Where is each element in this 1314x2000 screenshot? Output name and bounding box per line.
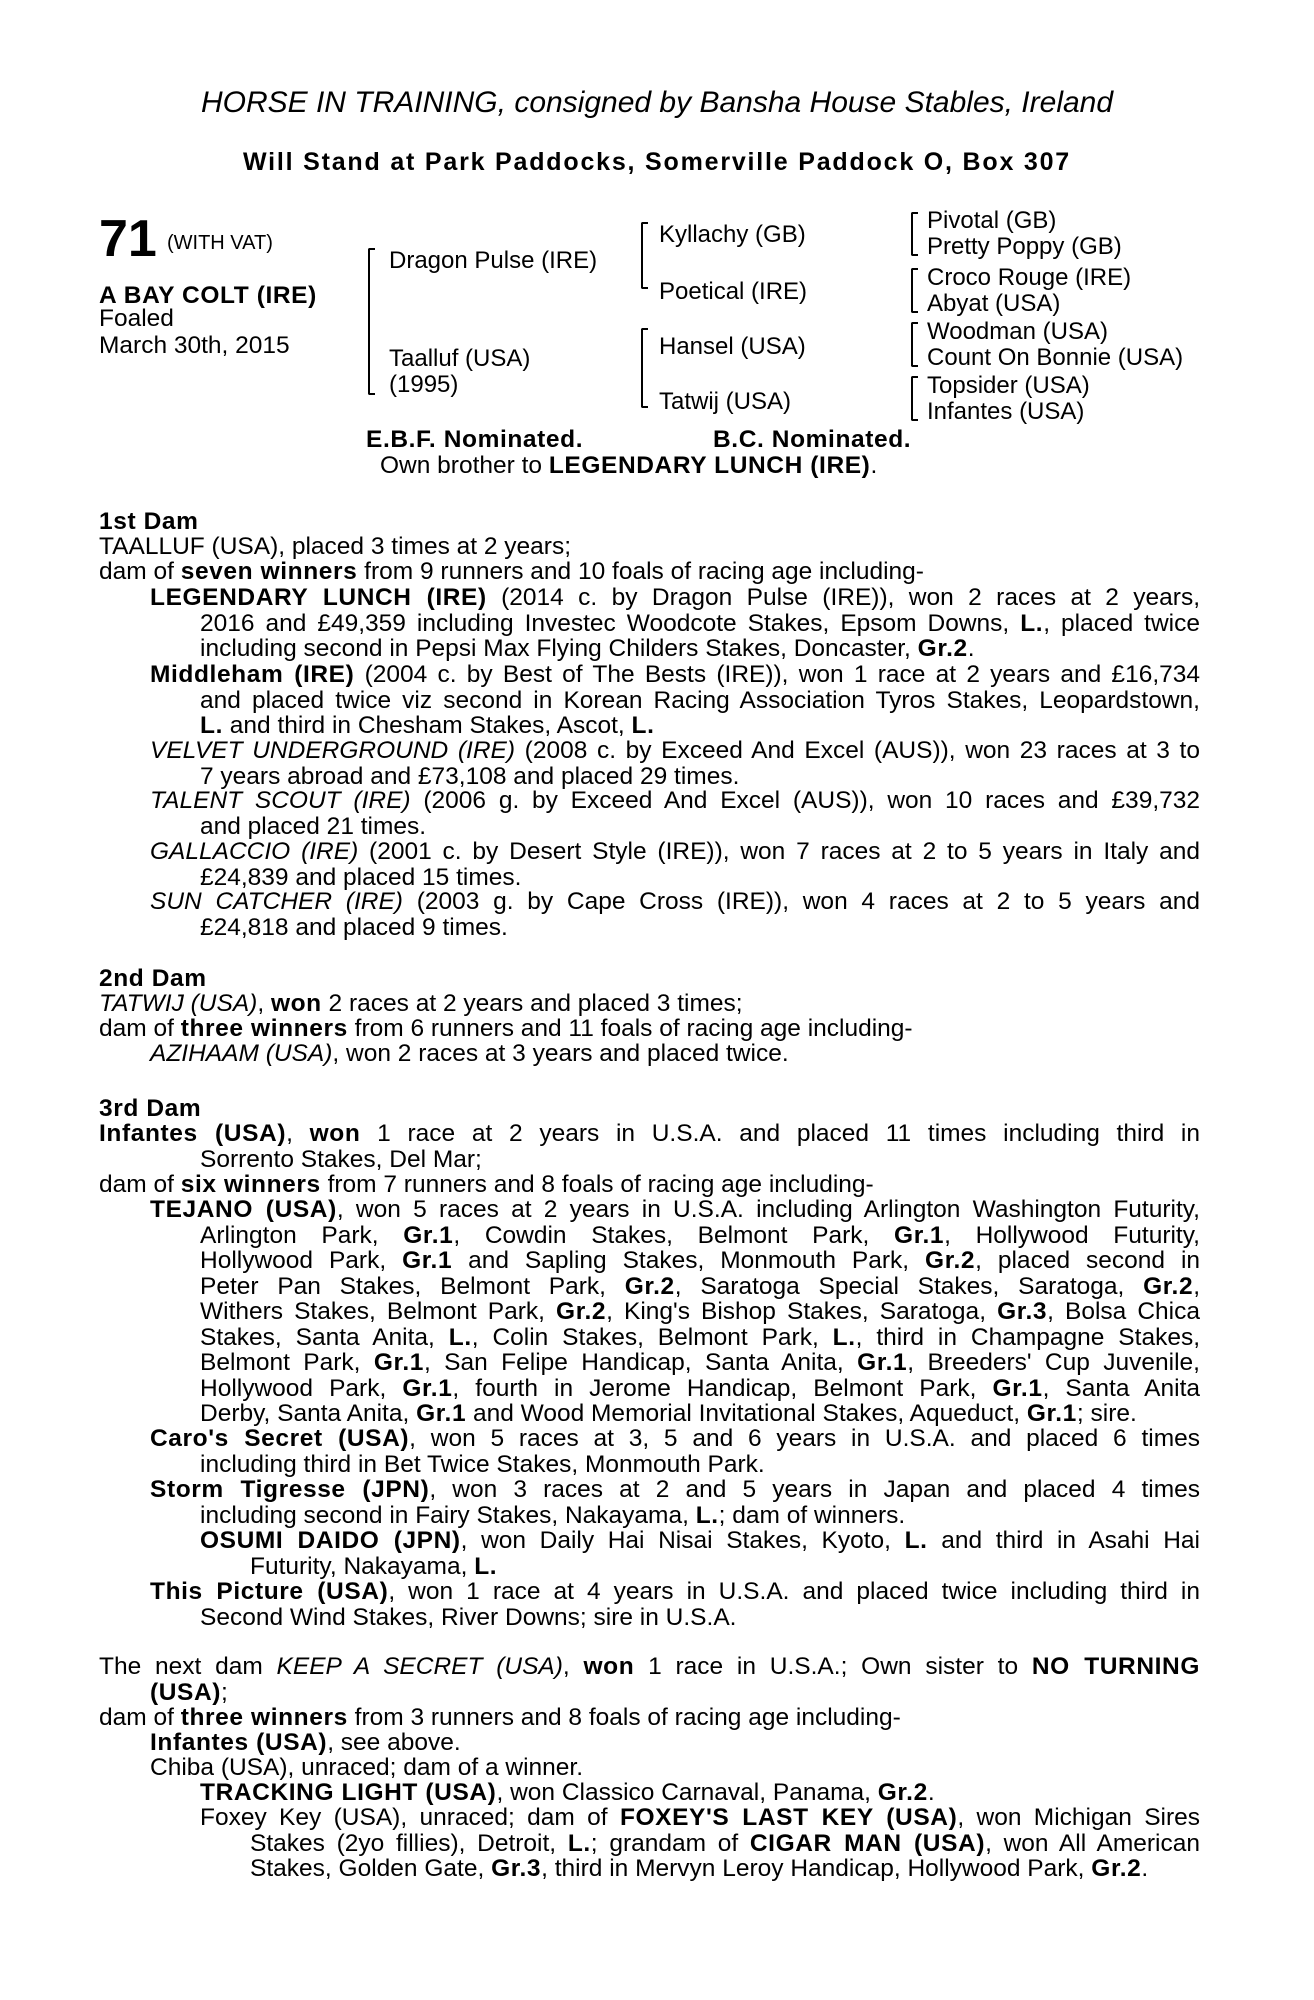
- grand-7: Topsider (USA): [927, 372, 1090, 399]
- ebf-nominated: E.B.F. Nominated.: [366, 426, 584, 453]
- foaled-date: March 30th, 2015: [99, 332, 290, 359]
- progeny-gallaccio: GALLACCIO (IRE) (2001 c. by Desert Style (IRE)), won 7 races at 2 to 5 years in Italy and £24,839 and placed 15 times.: [150, 838, 1200, 891]
- progeny-caros-secret: Caro's Secret (USA), won 5 races at 3, 5 and 6 years in U.S.A. and placed 6 times including third in Bet Twice Stakes, Monmouth Park.: [150, 1425, 1200, 1478]
- third-dam-heading: 3rd Dam: [99, 1095, 202, 1122]
- pedigree-bracket-1: [368, 248, 370, 395]
- pedigree-bracket-3d: [911, 376, 913, 421]
- progeny-sun-catcher: SUN CATCHER (IRE) (2003 g. by Cape Cross (IRE)), won 4 races at 2 to 5 years and £24,818 and placed 9 times.: [150, 888, 1200, 941]
- dam-year: (1995): [389, 371, 459, 398]
- next-dam-infantes: Infantes (USA), see above.: [150, 1729, 461, 1756]
- first-dam-line2: dam of seven winners from 9 runners and 10 foals of racing age including-: [99, 558, 924, 585]
- pedigree-bracket-2a: [641, 222, 643, 289]
- next-dam-chiba: Chiba (USA), unraced; dam of a winner.: [150, 1754, 584, 1781]
- grand-2: Pretty Poppy (GB): [927, 233, 1122, 260]
- pedigree-bracket-2b: [641, 328, 643, 408]
- sire-sire: Kyllachy (GB): [659, 221, 806, 248]
- own-brother-line: Own brother to LEGENDARY LUNCH (IRE).: [380, 452, 878, 479]
- dam-dam: Tatwij (USA): [659, 388, 792, 415]
- progeny-storm-tigresse: Storm Tigresse (JPN), won 3 races at 2 and 5 years in Japan and placed 4 times including second in Fairy Stakes, Nakayama, L.; dam of winners.: [150, 1476, 1200, 1529]
- next-dam-intro: The next dam KEEP A SECRET (USA), won 1 race in U.S.A.; Own sister to NO TURNING (USA); dam of three winners from 3 runners and 8 foals of racing age including-: [99, 1653, 1200, 1731]
- grand-4: Abyat (USA): [927, 290, 1061, 317]
- progeny-talent-scout: TALENT SCOUT (IRE) (2006 g. by Exceed And Excel (AUS)), won 10 races and £39,732 and placed 21 times.: [150, 787, 1200, 840]
- grand-8: Infantes (USA): [927, 398, 1085, 425]
- foaled-label: Foaled: [99, 305, 174, 332]
- progeny-legendary-lunch: LEGENDARY LUNCH (IRE) (2014 c. by Dragon Pulse (IRE)), won 2 races at 2 years, 2016 and £49,359 including Investec Woodcote Stakes, Epsom Downs, L., placed twice including second in Pepsi Max Flying Childers Stakes, Doncaster, Gr.2.: [150, 584, 1200, 662]
- second-dam-heading: 2nd Dam: [99, 965, 207, 992]
- lot-description: A BAY COLT (IRE): [99, 282, 317, 309]
- pedigree-bracket-3c: [911, 322, 913, 367]
- pedigree-bracket-3a: [911, 212, 913, 256]
- lot-number: 71: [99, 210, 157, 268]
- grand-1: Pivotal (GB): [927, 207, 1057, 234]
- brother-name: LEGENDARY LUNCH (IRE): [548, 452, 871, 479]
- next-dam-tracking-light: TRACKING LIGHT (USA), won Classico Carnaval, Panama, Gr.2.: [200, 1779, 935, 1806]
- progeny-velvet-underground: VELVET UNDERGROUND (IRE) (2008 c. by Exceed And Excel (AUS)), won 23 races at 3 to 7 years abroad and £73,108 and placed 29 times.: [150, 737, 1200, 790]
- grand-6: Count On Bonnie (USA): [927, 344, 1184, 371]
- second-dam-line2: dam of three winners from 6 runners and 11 foals of racing age including-: [99, 1015, 913, 1042]
- next-dam-foxey-key: Foxey Key (USA), unraced; dam of FOXEY'S LAST KEY (USA), won Michigan Sires Stakes (2yo fillies), Detroit, L.; grandam of CIGAR MAN (USA), won All American Stakes, Golden Gate, Gr.3, third in Mervyn Leroy Handicap, Hollywood Park, Gr.2.: [200, 1804, 1201, 1882]
- progeny-this-picture: This Picture (USA), won 1 race at 4 years in U.S.A. and placed twice including third in Second Wind Stakes, River Downs; sire in U.S.A.: [150, 1578, 1200, 1631]
- progeny-tejano: TEJANO (USA), won 5 races at 2 years in U.S.A. including Arlington Washington Futurity, Arlington Park, Gr.1, Cowdin Stakes, Belmont Park, Gr.1, Hollywood Futurity, Hollywood Park, Gr.1 and Sapling Stakes, Monmouth Park, Gr.2, placed second in Peter Pan Stakes, Belmont Park, Gr.2, Saratoga Special Stakes, Saratoga, Gr.2, Withers Stakes, Belmont Park, Gr.2, King's Bishop Stakes, Saratoga, Gr.3, Bolsa Chica Stakes, Santa Anita, L., Colin Stakes, Belmont Park, L., third in Champagne Stakes, Belmont Park, Gr.1, San Felipe Handicap, Santa Anita, Gr.1, Breeders' Cup Juvenile, Hollywood Park, Gr.1, fourth in Jerome Handicap, Belmont Park, Gr.1, Santa Anita Derby, Santa Anita, Gr.1 and Wood Memorial Invitational Stakes, Aqueduct, Gr.1; sire.: [150, 1196, 1201, 1427]
- grand-5: Woodman (USA): [927, 318, 1108, 345]
- bc-nominated: B.C. Nominated.: [713, 426, 912, 453]
- first-dam-line1: TAALLUF (USA), placed 3 times at 2 years;: [99, 533, 572, 560]
- sire-dam: Poetical (IRE): [659, 278, 808, 305]
- sire: Dragon Pulse (IRE): [389, 247, 598, 274]
- stand-location: Will Stand at Park Paddocks, Somerville Paddock O, Box 307: [242, 148, 1072, 176]
- progeny-middleham: Middleham (IRE) (2004 c. by Best of The Bests (IRE)), won 1 race at 2 years and £16,734 and placed twice viz second in Korean Racing Association Tyros Stakes, Leopardstown, L. and third in Chesham Stakes, Ascot, L.: [150, 661, 1200, 739]
- pedigree-bracket-3b: [911, 268, 913, 313]
- third-dam-intro: Infantes (USA), won 1 race at 2 years in U.S.A. and placed 11 times including third in Sorrento Stakes, Del Mar; dam of six winners from 7 runners and 8 foals of racing age including-: [99, 1120, 1200, 1198]
- dam: Taalluf (USA): [389, 345, 531, 372]
- progeny-osumi-daido: OSUMI DAIDO (JPN), won Daily Hai Nisai Stakes, Kyoto, L. and third in Asahi Hai Futurity, Nakayama, L.: [200, 1527, 1200, 1580]
- vat-note: (WITH VAT): [167, 232, 273, 254]
- second-dam-line1: TATWIJ (USA), won 2 races at 2 years and placed 3 times;: [99, 990, 743, 1017]
- dam-sire: Hansel (USA): [659, 333, 806, 360]
- first-dam-heading: 1st Dam: [99, 508, 199, 535]
- page-title: HORSE IN TRAINING, consigned by Bansha House Stables, Ireland: [200, 86, 1114, 119]
- grand-3: Croco Rouge (IRE): [927, 264, 1132, 291]
- second-dam-line3: AZIHAAM (USA), won 2 races at 3 years and placed twice.: [150, 1040, 789, 1067]
